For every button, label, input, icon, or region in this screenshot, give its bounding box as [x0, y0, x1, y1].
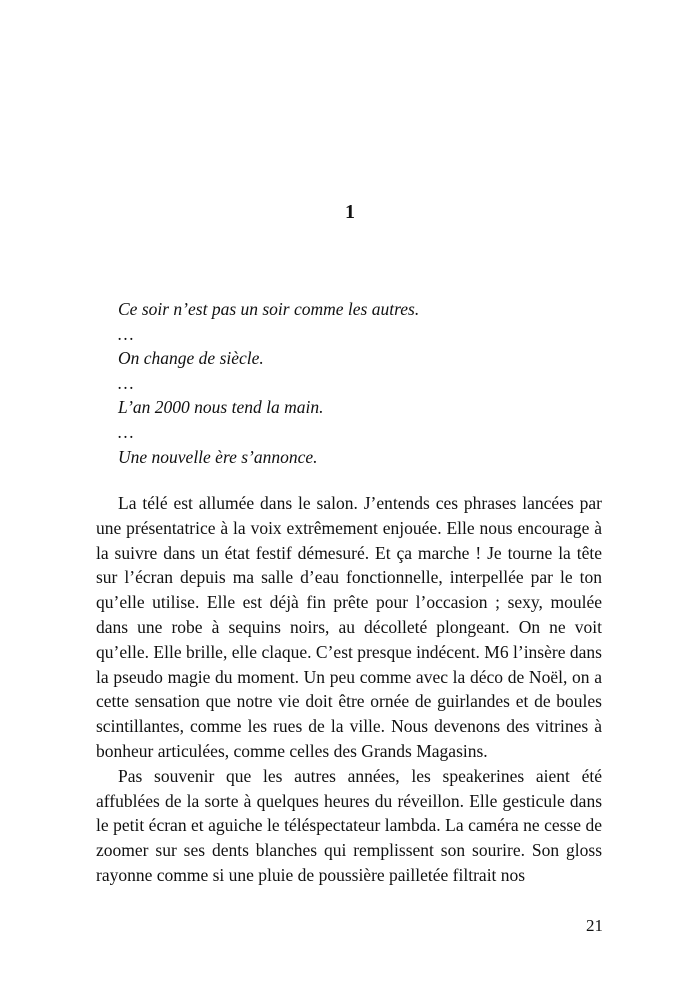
epigraph-line: Une nouvelle ère s’annonce.	[118, 446, 318, 467]
chapter-number: 1	[345, 201, 355, 223]
epigraph	[118, 297, 598, 469]
epigraph-line: L’an 2000 nous tend la main.	[118, 397, 324, 418]
epigraph-line: Ce soir n’est pas un soir comme les autres.	[118, 299, 420, 319]
epigraph-ellipsis: …	[118, 421, 134, 442]
epigraph-ellipsis: …	[118, 372, 134, 393]
paragraph: Pas souvenir que les autres années, les speakerines aient été affublées de la sorte à quelques heures du réveillon. Elle gesticule dans le petit écran et aguiche le téléspectateur lambda. La caméra ne cesse de zoomer sur ses dents blanches qui remplissent son sourire. Son gloss rayonne comme si une pluie de poussière pailletée filtrait nos	[96, 765, 602, 885]
page-number: 21	[586, 916, 603, 935]
paragraph: La télé est allumée dans le salon. J’entends ces phrases lancées par une présentatrice à la voix extrêmement enjouée. Elle nous encourage à la suivre dans un état festif démesuré. Et ça marche ! Je tourne la tête sur l’écran depuis ma salle d’eau fonctionnelle, interpellée par le ton qu’elle utilise. Elle est déjà fin prête pour l’occasion ; sexy, moulée dans une robe à sequins noirs, au décolleté plongeant. On ne voit qu’elle. Elle brille, elle claque. C’est presque indécent. M6 l’insère dans la pseudo magie du moment. Un peu comme avec la déco de Noël, on a cette sensation que notre vie doit être ornée de guirlandes et de boules scintillantes, comme les rues de la ville. Nous devenons des vitrines à bonheur articulées, comme celles des Grands Magasins.	[96, 493, 602, 761]
body-text	[96, 491, 602, 888]
epigraph-line: On change de siècle.	[118, 348, 264, 369]
epigraph-ellipsis: …	[118, 323, 134, 344]
